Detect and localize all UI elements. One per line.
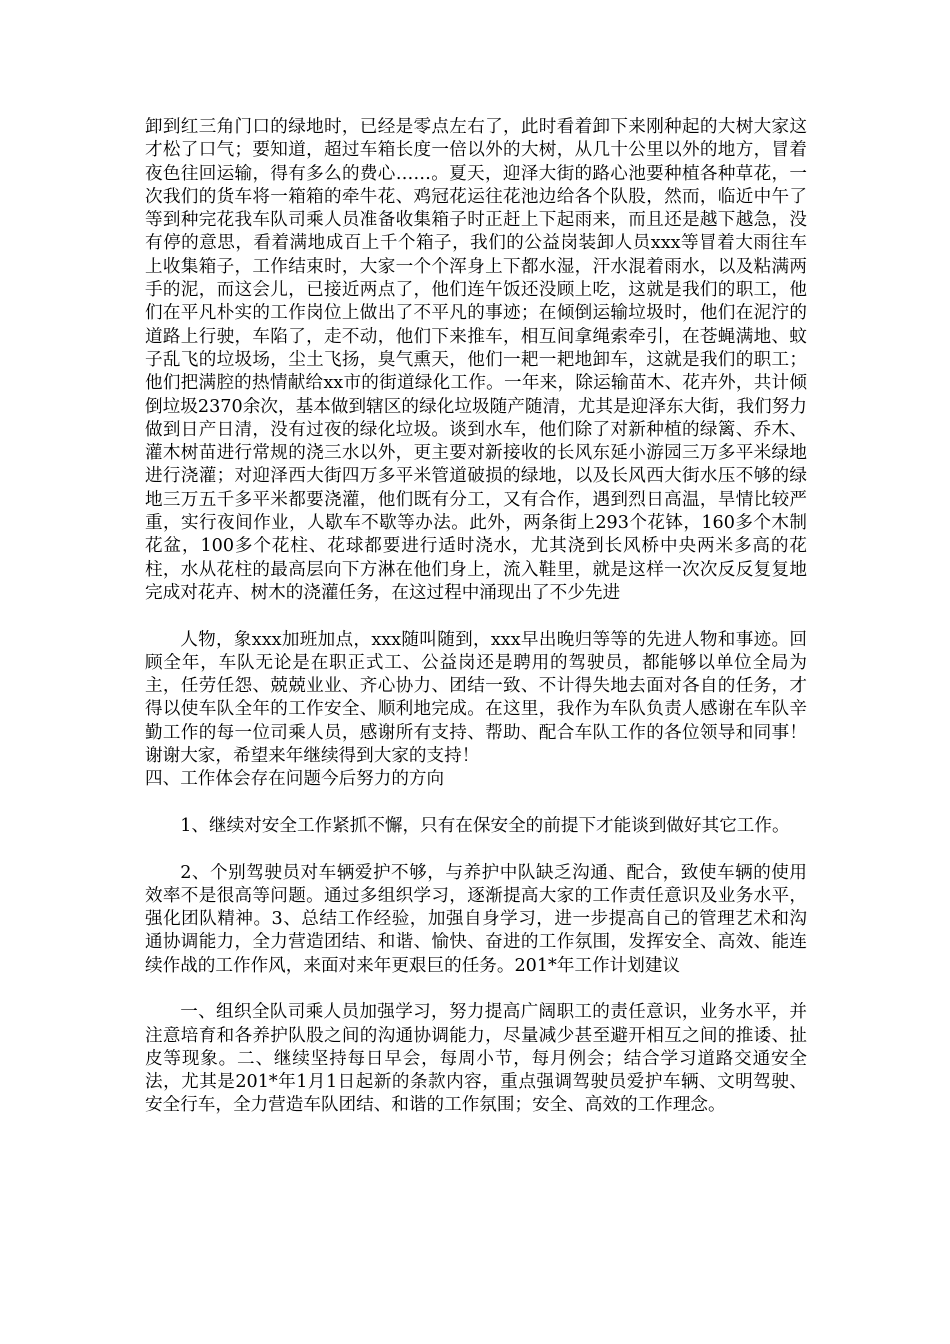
paragraph-5: 一、组织全队司乘人员加强学习，努力提高广阔职工的责任意识，业务水平，并注意培育和各养护队股之间的沟通协调能力，尽量减少甚至避开相互之间的推诿、扯皮等现象。二、继续坚持每日早会，每周小节，每月例会；结合学习道路交通安全法，尤其是201*年1月1日起新的条款内容，重点强调驾驶员爱护车辆、文明驾驶、安全行车，全力营造车队团结、和谐的工作氛围；安全、高效的工作理念。 bbox=[145, 1002, 807, 1116]
paragraph-4: 2、个别驾驶员对车辆爱护不够，与养护中队缺乏沟通、配合，致使车辆的使用效率不是很高等问题。通过多组织学习，逐渐提高大家的工作责任意识及业务水平，强化团队精神。3、总结工作经验，加强自身学习，进一步提高自己的管理艺术和沟通协调能力，全力营造团结、和谐、愉快、奋进的工作氛围，发挥安全、高效、能连续作战的工作作风，来面对来年更艰巨的任务。201*年工作计划建议 bbox=[145, 862, 807, 976]
paragraph-3: 1、继续对安全工作紧抓不懈，只有在保安全的前提下才能谈到做好其它工作。 bbox=[180, 815, 790, 836]
paragraph-2: 人物，象xxx加班加点，xxx随叫随到，xxx早出晚归等等的先进人物和事迹。回顾全年，车队无论是在职正式工、公益岗还是聘用的驾驶员，都能够以单位全局为主，任劳任怨、兢兢业业、齐心协力、团结一致、不计得失地去面对各自的任务，才得以使车队全年的工作安全、顺利地完成。在这里，我作为车队负责人感谢在车队辛勤工作的每一位司乘人员，感谢所有支持、帮助、配合车队工作的各位领导和同事！谢谢大家，希望来年继续得到大家的支持！ bbox=[145, 629, 807, 767]
document-page bbox=[145, 116, 807, 1141]
section-heading: 四、工作体会存在问题今后努力的方向 bbox=[145, 769, 445, 790]
paragraph-1: 卸到红三角门口的绿地时，已经是零点左右了，此时看着卸下来刚种起的大树大家这才松了口气；要知道，超过车箱长度一倍以外的大树，从几十公里以外的地方，冒着夜色往回运输，得有多么的费心……。夏天，迎泽大街的路心池要种植各种草花，一次我们的货车将一箱箱的牵牛花、鸡冠花运往花池边给各个队股，然而，临近中午了等到种完花我车队司乘人员准备收集箱子时正赶上下起雨来，而且还是越下越急，没有停的意思，看着满地成百上千个箱子，我们的公益岗装卸人员xxx等冒着大雨往车上收集箱子，工作结束时，大家一个个浑身上下都水湿，汗水混着雨水，以及粘满两手的泥，而这会儿，已接近两点了，他们连午饭还没顾上吃，这就是我们的职工，他们在平凡朴实的工作岗位上做出了不平凡的事迹；在倾倒运输垃圾时，他们在泥泞的道路上行驶，车陷了，走不动，他们下来推车，相互间拿绳索牵引，在苍蝇满地、蚊子乱飞的垃圾场，尘土飞扬，臭气熏天，他们一耙一耙地卸车，这就是我们的职工；他们把满腔的热情献给xx市的街道绿化工作。一年来，除运输苗木、花卉外，共计倾倒垃圾2370余次，基本做到辖区的绿化垃圾随产随清，尤其是迎泽东大街，我们努力做到日产日清，没有过夜的绿化垃圾。谈到水车，他们除了对新种植的绿篱、乔木、灌木树苗进行常规的浇三水以外，更主要对新接收的长风东延小游园三万多平米绿地进行浇灌；对迎泽西大街四万多平米管道破损的绿地，以及长风西大街水压不够的绿地三万五千多平米都要浇灌，他们既有分工，又有合作，遇到烈日高温，旱情比较严重，实行夜间作业，人歇车不歇等办法。此外，两条街上293个花钵，160多个木制花盆，100多个花柱、花球都要进行适时浇水，尤其浇到长风桥中央两米多高的花柱，水从花柱的最高层向下方淋在他们身上，流入鞋里，就是这样一次次反反复复地完成对花卉、树木的浇灌任务，在这过程中涌现出了不少先进 bbox=[145, 117, 807, 603]
